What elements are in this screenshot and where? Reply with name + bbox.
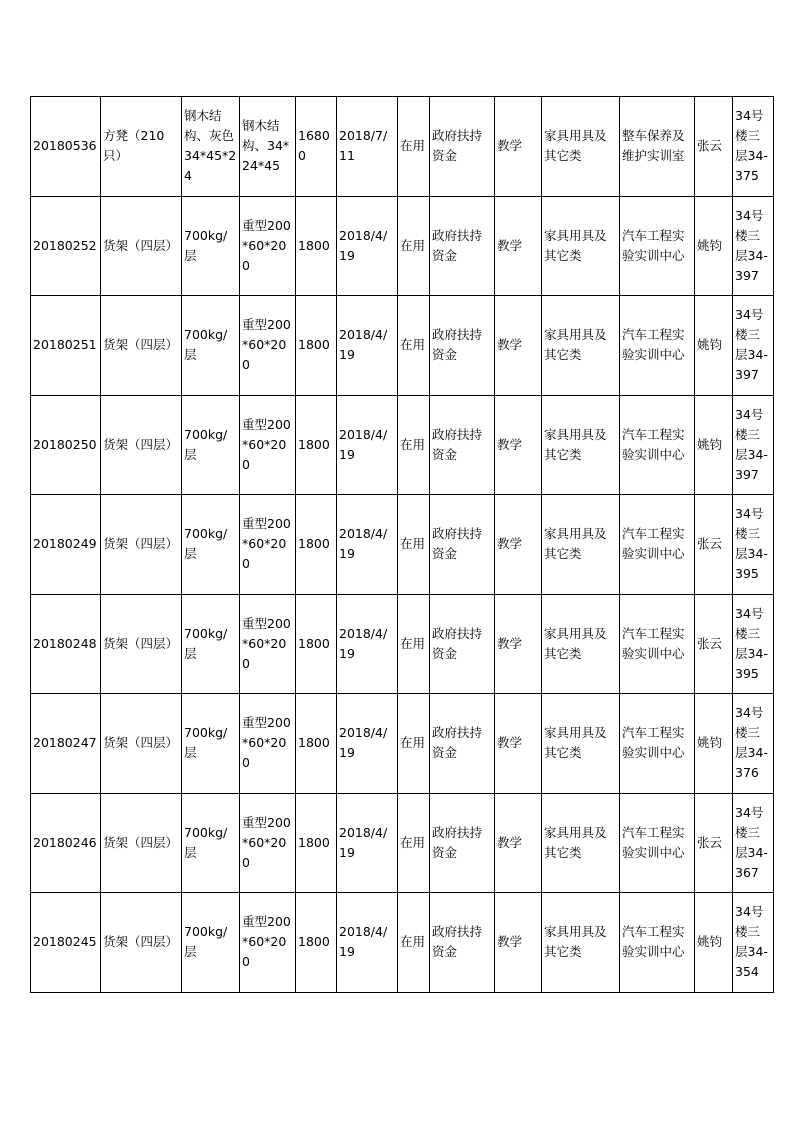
cell-source: 政府扶持资金 [430, 296, 495, 396]
cell-code: 20180245 [31, 893, 101, 993]
cell-dept: 汽车工程实验实训中心 [620, 395, 695, 495]
cell-code: 20180251 [31, 296, 101, 396]
cell-location: 34号楼三层34-367 [733, 793, 774, 893]
cell-use: 教学 [495, 97, 542, 197]
cell-use: 教学 [495, 893, 542, 993]
table-row [31, 196, 774, 296]
cell-model: 700kg/层 [182, 296, 240, 396]
cell-category: 家具用具及其它类 [542, 296, 620, 396]
cell-keeper: 张云 [695, 495, 733, 595]
cell-keeper: 姚钧 [695, 196, 733, 296]
cell-source: 政府扶持资金 [430, 97, 495, 197]
table-row [31, 793, 774, 893]
cell-source: 政府扶持资金 [430, 196, 495, 296]
cell-price: 1800 [296, 395, 337, 495]
cell-location: 34号楼三层34-397 [733, 296, 774, 396]
cell-spec: 重型200*60*200 [240, 793, 296, 893]
cell-date: 2018/4/19 [337, 793, 398, 893]
cell-status: 在用 [398, 594, 430, 694]
table-row [31, 893, 774, 993]
cell-location: 34号楼三层34-354 [733, 893, 774, 993]
cell-model: 700kg/层 [182, 495, 240, 595]
cell-use: 教学 [495, 495, 542, 595]
cell-keeper: 张云 [695, 594, 733, 694]
cell-spec: 重型200*60*200 [240, 196, 296, 296]
cell-price: 1800 [296, 793, 337, 893]
cell-dept: 汽车工程实验实训中心 [620, 296, 695, 396]
cell-location: 34号楼三层34-395 [733, 594, 774, 694]
cell-date: 2018/4/19 [337, 395, 398, 495]
cell-code: 20180536 [31, 97, 101, 197]
cell-price: 16800 [296, 97, 337, 197]
cell-name: 货架（四层） [101, 495, 182, 595]
cell-status: 在用 [398, 395, 430, 495]
cell-status: 在用 [398, 793, 430, 893]
cell-model: 钢木结构、灰色34*45*24 [182, 97, 240, 197]
cell-date: 2018/4/19 [337, 594, 398, 694]
cell-dept: 汽车工程实验实训中心 [620, 196, 695, 296]
cell-dept: 汽车工程实验实训中心 [620, 893, 695, 993]
cell-spec: 重型200*60*200 [240, 594, 296, 694]
cell-code: 20180250 [31, 395, 101, 495]
cell-price: 1800 [296, 594, 337, 694]
cell-spec: 重型200*60*200 [240, 495, 296, 595]
cell-spec: 重型200*60*200 [240, 296, 296, 396]
cell-source: 政府扶持资金 [430, 893, 495, 993]
cell-spec: 重型200*60*200 [240, 694, 296, 794]
cell-location: 34号楼三层34-375 [733, 97, 774, 197]
cell-price: 1800 [296, 196, 337, 296]
cell-model: 700kg/层 [182, 893, 240, 993]
cell-category: 家具用具及其它类 [542, 793, 620, 893]
cell-name: 货架（四层） [101, 793, 182, 893]
cell-category: 家具用具及其它类 [542, 395, 620, 495]
cell-dept: 汽车工程实验实训中心 [620, 594, 695, 694]
cell-location: 34号楼三层34-395 [733, 495, 774, 595]
cell-status: 在用 [398, 495, 430, 595]
cell-use: 教学 [495, 694, 542, 794]
cell-location: 34号楼三层34-397 [733, 196, 774, 296]
asset-table [30, 96, 774, 993]
cell-dept: 汽车工程实验实训中心 [620, 793, 695, 893]
cell-name: 货架（四层） [101, 296, 182, 396]
cell-keeper: 姚钧 [695, 893, 733, 993]
cell-code: 20180249 [31, 495, 101, 595]
cell-keeper: 张云 [695, 793, 733, 893]
cell-date: 2018/4/19 [337, 196, 398, 296]
cell-price: 1800 [296, 893, 337, 993]
cell-use: 教学 [495, 196, 542, 296]
cell-keeper: 姚钧 [695, 694, 733, 794]
cell-source: 政府扶持资金 [430, 694, 495, 794]
cell-dept: 整车保养及维护实训室 [620, 97, 695, 197]
cell-model: 700kg/层 [182, 694, 240, 794]
cell-status: 在用 [398, 694, 430, 794]
cell-source: 政府扶持资金 [430, 395, 495, 495]
cell-status: 在用 [398, 893, 430, 993]
cell-source: 政府扶持资金 [430, 594, 495, 694]
cell-price: 1800 [296, 694, 337, 794]
cell-use: 教学 [495, 594, 542, 694]
cell-keeper: 张云 [695, 97, 733, 197]
table-row [31, 296, 774, 396]
cell-category: 家具用具及其它类 [542, 694, 620, 794]
cell-model: 700kg/层 [182, 594, 240, 694]
asset-table-body [31, 97, 774, 993]
table-row [31, 594, 774, 694]
cell-price: 1800 [296, 495, 337, 595]
cell-dept: 汽车工程实验实训中心 [620, 495, 695, 595]
cell-date: 2018/7/11 [337, 97, 398, 197]
cell-name: 货架（四层） [101, 594, 182, 694]
cell-dept: 汽车工程实验实训中心 [620, 694, 695, 794]
cell-price: 1800 [296, 296, 337, 396]
cell-name: 货架（四层） [101, 893, 182, 993]
cell-use: 教学 [495, 793, 542, 893]
cell-use: 教学 [495, 296, 542, 396]
cell-status: 在用 [398, 296, 430, 396]
cell-status: 在用 [398, 196, 430, 296]
cell-source: 政府扶持资金 [430, 793, 495, 893]
cell-date: 2018/4/19 [337, 694, 398, 794]
cell-name: 方凳（210只） [101, 97, 182, 197]
cell-code: 20180248 [31, 594, 101, 694]
cell-name: 货架（四层） [101, 694, 182, 794]
table-row [31, 495, 774, 595]
cell-code: 20180252 [31, 196, 101, 296]
cell-source: 政府扶持资金 [430, 495, 495, 595]
cell-name: 货架（四层） [101, 395, 182, 495]
cell-status: 在用 [398, 97, 430, 197]
cell-category: 家具用具及其它类 [542, 594, 620, 694]
cell-category: 家具用具及其它类 [542, 97, 620, 197]
cell-spec: 重型200*60*200 [240, 893, 296, 993]
cell-code: 20180247 [31, 694, 101, 794]
cell-date: 2018/4/19 [337, 495, 398, 595]
cell-spec: 重型200*60*200 [240, 395, 296, 495]
cell-name: 货架（四层） [101, 196, 182, 296]
table-row [31, 694, 774, 794]
cell-location: 34号楼三层34-397 [733, 395, 774, 495]
table-row [31, 395, 774, 495]
cell-date: 2018/4/19 [337, 296, 398, 396]
cell-category: 家具用具及其它类 [542, 495, 620, 595]
cell-use: 教学 [495, 395, 542, 495]
cell-model: 700kg/层 [182, 793, 240, 893]
cell-spec: 钢木结构、34*24*45 [240, 97, 296, 197]
cell-keeper: 姚钧 [695, 296, 733, 396]
cell-category: 家具用具及其它类 [542, 893, 620, 993]
cell-keeper: 姚钧 [695, 395, 733, 495]
cell-code: 20180246 [31, 793, 101, 893]
cell-date: 2018/4/19 [337, 893, 398, 993]
cell-location: 34号楼三层34-376 [733, 694, 774, 794]
cell-category: 家具用具及其它类 [542, 196, 620, 296]
table-row [31, 97, 774, 197]
cell-model: 700kg/层 [182, 395, 240, 495]
cell-model: 700kg/层 [182, 196, 240, 296]
